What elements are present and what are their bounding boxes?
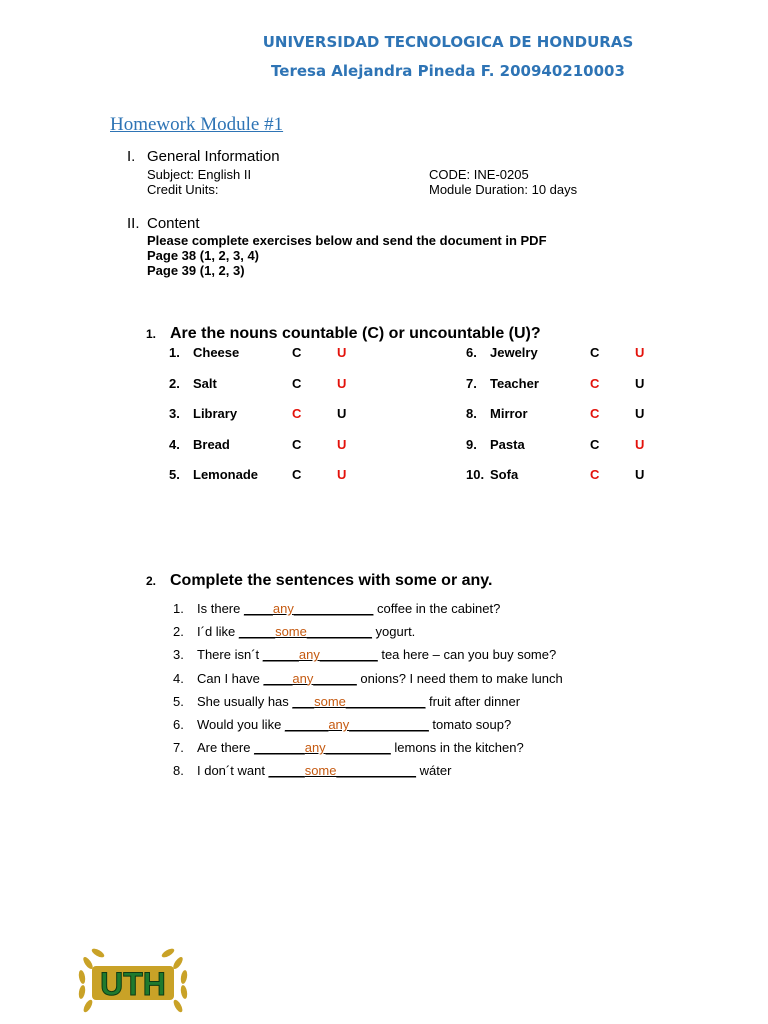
countable-option: C — [292, 345, 302, 360]
uncountable-option: U — [635, 467, 645, 482]
answer-word: any — [292, 670, 314, 686]
blank-leading: _____ — [262, 647, 299, 663]
answer-word: any — [298, 647, 320, 663]
sentence-end: wáter — [416, 763, 452, 779]
blank-trailing: _________ — [306, 624, 372, 640]
content-line-1: Please complete exercises below and send the document in PDF — [147, 233, 547, 248]
blank-trailing: ________ — [319, 647, 378, 663]
sentence-number: 7. — [173, 740, 184, 756]
answer-word: some — [304, 763, 337, 779]
countable-option: C — [292, 376, 302, 391]
student-name: Teresa Alejandra Pineda F. 200940210003 — [271, 62, 625, 80]
uncountable-option: U — [635, 437, 645, 452]
sentence-end: fruit after dinner — [425, 693, 521, 709]
exercise1-title: Are the nouns countable (C) or uncountable (U)? — [170, 325, 541, 342]
noun-number: 8. — [466, 406, 477, 421]
sentence-start: Can I have — [197, 670, 264, 686]
blank-leading: ____ — [243, 601, 273, 616]
noun-word: Cheese — [193, 345, 240, 360]
sentence-end: lemons in the kitchen? — [390, 740, 524, 756]
noun-number: 9. — [466, 437, 477, 452]
countable-option: C — [590, 467, 600, 482]
noun-word: Mirror — [490, 406, 528, 421]
uncountable-option: U — [635, 376, 645, 391]
noun-word: Sofa — [490, 467, 519, 482]
countable-option: C — [590, 376, 600, 391]
section1-number: I. — [127, 148, 136, 165]
exercise2-title: Complete the sentences with some or any. — [170, 572, 493, 589]
section1-heading — [127, 148, 280, 165]
blank-trailing: ___________ — [345, 693, 426, 709]
noun-number: 2. — [169, 376, 180, 391]
sentence-end: tea here – can you buy some? — [377, 647, 557, 663]
sentence-number: 4. — [173, 670, 184, 686]
uncountable-option: U — [337, 467, 347, 482]
sentence-item — [173, 717, 511, 732]
sentence-number: 5. — [173, 693, 184, 709]
sentence-start: Are there — [197, 740, 255, 756]
sentence-item — [173, 763, 451, 778]
section2-number: II. — [127, 215, 140, 232]
countable-option: C — [590, 406, 600, 421]
uncountable-option: U — [337, 437, 347, 452]
blank-leading: ____ — [263, 670, 293, 686]
answer-word: any — [304, 740, 326, 756]
noun-number: 3. — [169, 406, 180, 421]
blank-trailing: ___________ — [336, 763, 417, 779]
exercise2-heading — [146, 572, 492, 590]
blank-leading: _______ — [254, 740, 305, 756]
noun-word: Salt — [193, 376, 217, 391]
sentence-start: She usually has — [197, 693, 293, 709]
countable-option: C — [292, 406, 302, 421]
blank-trailing: ___________ — [349, 717, 429, 732]
noun-word: Lemonade — [193, 467, 259, 482]
content-line-2: Page 38 (1, 2, 3, 4) — [147, 248, 260, 263]
uncountable-option: U — [337, 406, 347, 421]
sentence-end: tomato soup? — [428, 717, 512, 732]
uncountable-option: U — [337, 376, 347, 391]
section1-title: General Information — [147, 148, 280, 165]
section2-title: Content — [147, 215, 200, 232]
noun-number: 5. — [169, 467, 180, 482]
sentence-start: I don´t want — [197, 763, 269, 779]
sentence-item — [173, 647, 556, 662]
uncountable-option: U — [337, 345, 347, 360]
countable-option: C — [292, 437, 302, 452]
noun-word: Teacher — [490, 376, 539, 391]
noun-number: 6. — [466, 345, 477, 360]
exercise1-heading — [146, 325, 541, 343]
duration-text: Module Duration: 10 days — [429, 182, 578, 197]
countable-option: C — [590, 345, 600, 360]
sentence-start: Is there — [197, 601, 244, 616]
answer-word: some — [275, 624, 307, 640]
sentence-number: 6. — [173, 717, 184, 732]
subject-text: Subject: English II — [147, 167, 252, 182]
blank-leading: _____ — [268, 763, 305, 779]
blank-leading: ______ — [284, 717, 329, 732]
sentence-start: Would you like — [197, 717, 285, 732]
exercise1-number: 1. — [146, 327, 157, 341]
uncountable-option: U — [635, 406, 645, 421]
blank-trailing: _________ — [325, 740, 391, 756]
code-text: CODE: INE-0205 — [429, 167, 529, 182]
sentence-start: There isn´t — [197, 647, 263, 663]
sentence-number: 2. — [173, 624, 184, 640]
university-name: UNIVERSIDAD TECNOLOGICA DE HONDURAS — [262, 33, 634, 51]
blank-trailing: ______ — [313, 670, 357, 686]
blank-leading: _____ — [238, 624, 276, 640]
answer-word: some — [314, 693, 346, 709]
blank-trailing: ___________ — [293, 601, 374, 616]
blank-leading: ___ — [292, 693, 315, 709]
noun-number: 4. — [169, 437, 180, 452]
sentence-item — [173, 601, 500, 616]
sentence-start: I´d like — [197, 624, 239, 640]
countable-option: C — [292, 467, 302, 482]
sentence-end: onions? I need them to make lunch — [356, 670, 563, 686]
noun-number: 10. — [466, 467, 485, 482]
noun-word: Jewelry — [490, 345, 538, 360]
noun-number: 7. — [466, 376, 477, 391]
noun-word: Library — [193, 406, 238, 421]
noun-number: 1. — [169, 345, 180, 360]
sentence-end: coffee in the cabinet? — [373, 601, 501, 616]
sentence-end: yogurt. — [371, 624, 416, 640]
section2-heading — [127, 215, 200, 232]
answer-word: any — [272, 601, 294, 616]
uth-logo — [70, 944, 196, 1024]
answer-word: any — [328, 717, 350, 732]
content-line-3: Page 39 (1, 2, 3) — [147, 263, 245, 278]
sentence-item — [173, 740, 524, 755]
noun-word: Bread — [193, 437, 230, 452]
sentence-number: 3. — [173, 647, 184, 663]
sentence-item — [173, 624, 415, 639]
credit-units-text: Credit Units: — [147, 182, 219, 197]
sentence-item — [173, 694, 520, 709]
sentence-number: 8. — [173, 763, 184, 779]
noun-word: Pasta — [490, 437, 525, 452]
sentence-item — [173, 671, 563, 686]
logo-text: UTH — [100, 966, 166, 1002]
homework-title: Homework Module #1 — [110, 114, 284, 135]
countable-option: C — [590, 437, 600, 452]
exercise2-number: 2. — [146, 574, 157, 588]
sentence-number: 1. — [173, 601, 184, 616]
uncountable-option: U — [635, 345, 645, 360]
